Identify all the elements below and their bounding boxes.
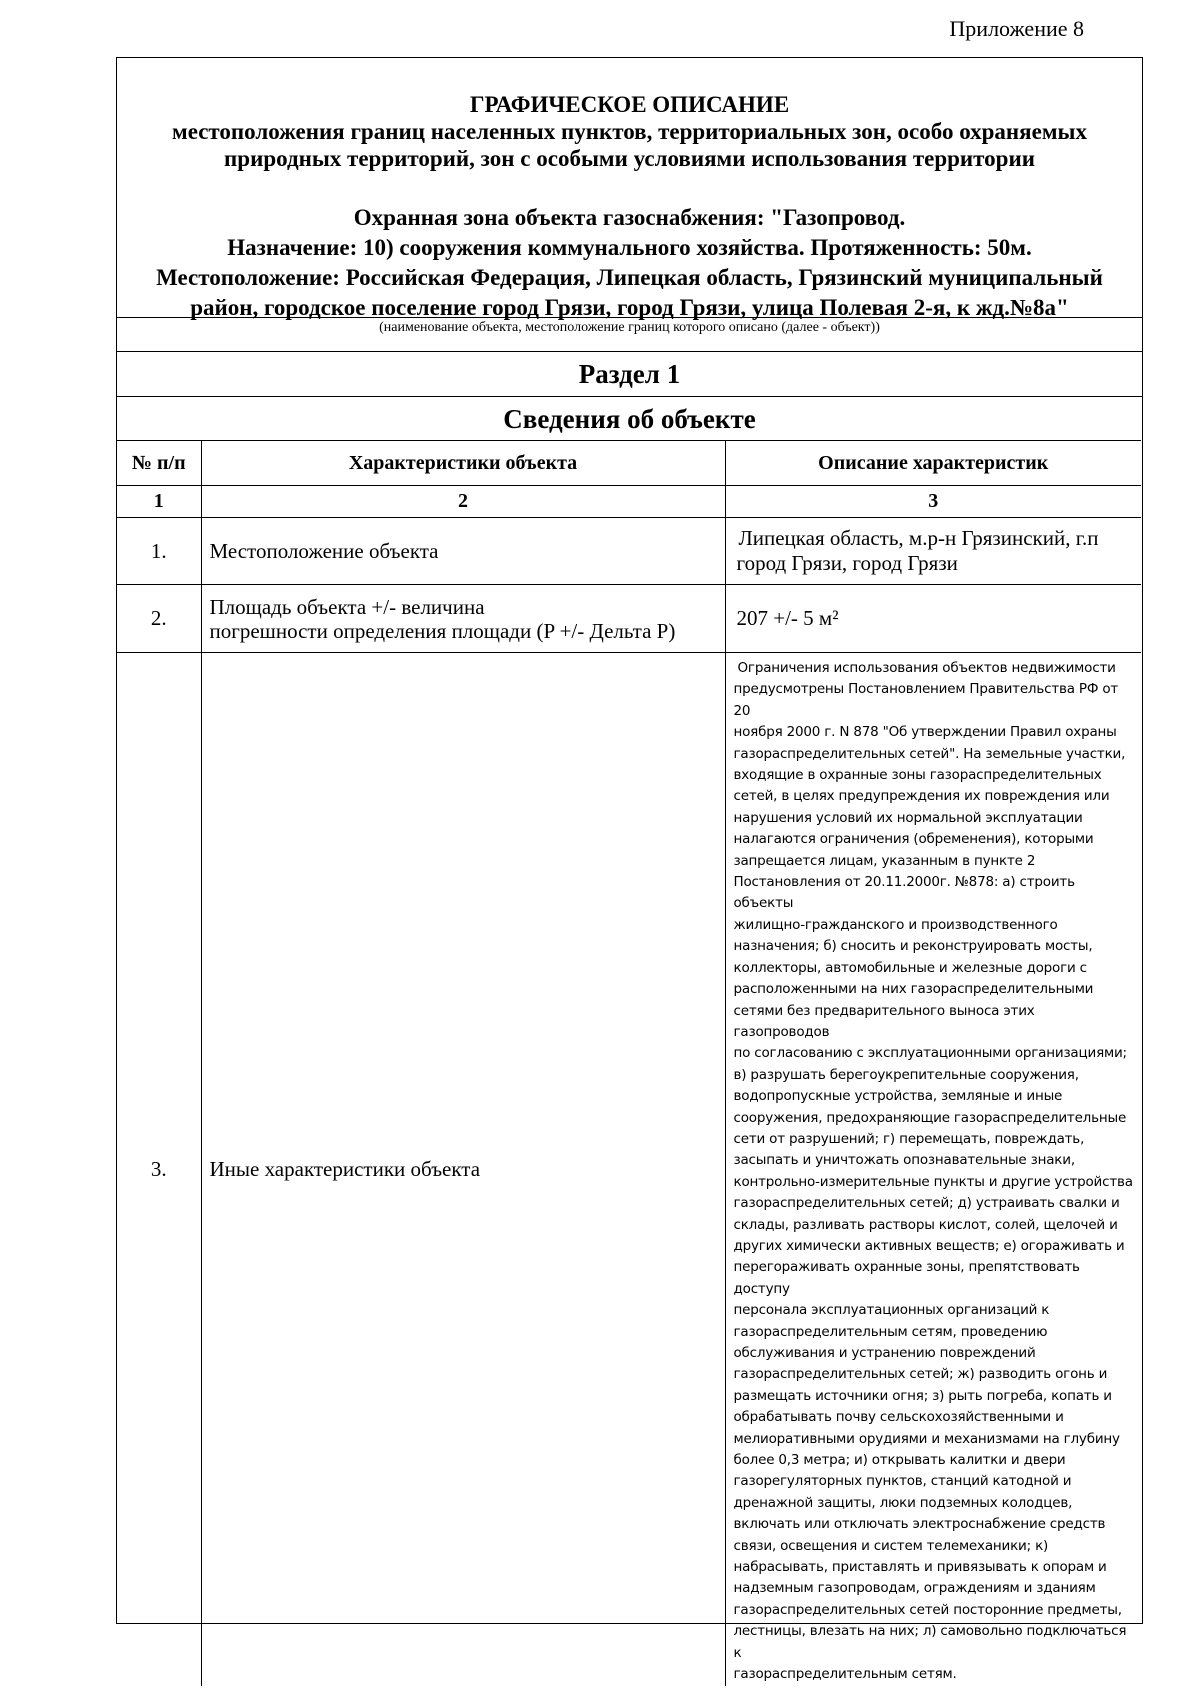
- object-caption: (наименование объекта, местоположение границ которого описано (далее - объект)): [379, 320, 880, 335]
- subtitle-line: природных территорий, зон с особыми условиями использования территории: [224, 146, 1035, 171]
- restriction-line: обслуживания и устранению повреждений: [733, 1345, 1036, 1361]
- restriction-line: ноября 2000 г. N 878 "Об утверждении Правил охраны: [733, 724, 1117, 741]
- column-number-row: [117, 486, 1141, 518]
- restriction-line: газорегуляторных пунктов, станций катодной и: [733, 1473, 1072, 1490]
- restriction-line: размещать источники огня; з) рыть погреба, копать и: [733, 1387, 1112, 1404]
- restriction-line: водопропускные устройства, земляные и иные: [733, 1088, 1063, 1105]
- restriction-line: сетями без предварительного выноса этих газопроводов: [733, 1002, 1035, 1040]
- restriction-line: сооружения, предохраняющие газораспределительные: [733, 1109, 1127, 1126]
- info-title: Сведения об объекте: [117, 396, 1142, 441]
- row-characteristic: Местоположение объекта: [201, 518, 725, 585]
- header-cell-characteristic: Характеристики объекта: [201, 441, 725, 486]
- restriction-line: набрасывать, приставлять и привязывать к опорам и: [733, 1559, 1107, 1576]
- row-number: 3.: [117, 653, 201, 1686]
- restriction-line: обрабатывать почву сельскохозяйственными и: [733, 1409, 1064, 1426]
- restriction-line: перегораживать охранные зоны, препятствовать доступу: [733, 1259, 1080, 1297]
- header-cell-description: Описание характеристик: [725, 441, 1141, 486]
- restriction-line: контрольно-измерительные пункты и другие устройства: [733, 1173, 1133, 1190]
- row-characteristic: [201, 585, 725, 653]
- appendix-label: Приложение 8: [949, 16, 1084, 41]
- header-cell-num: № п/п: [117, 441, 201, 486]
- value-line: Липецкая область, м.р-н Грязинский, г.п: [738, 526, 1099, 550]
- restriction-line: Ограничения использования объектов недвижимости: [737, 660, 1116, 676]
- restriction-line: газораспределительных сетей". На земельные участки,: [733, 745, 1126, 762]
- column-number: 2: [201, 486, 725, 518]
- restriction-line: склады, разливать растворы кислот, солей, щелочей и: [733, 1216, 1118, 1233]
- restriction-line: запрещается лицам, указанным в пункте 2: [733, 852, 1036, 869]
- restriction-line: газораспределительных сетей; ж) разводить огонь и: [733, 1366, 1108, 1383]
- restriction-line: Постановления от 20.11.2000г. №878: а) строить объекты: [733, 874, 1075, 912]
- restriction-line: газораспределительным сетям, проведению: [733, 1323, 1048, 1340]
- object-line: Назначение: 10) сооружения коммунального хозяйства. Протяженность: 50м.: [227, 235, 1032, 260]
- object-line: район, городское поселение город Грязи, город Грязи, улица Полевая 2-я, к жд.№8а": [190, 295, 1069, 320]
- restriction-line: других химически активных веществ; е) огораживать и: [733, 1237, 1125, 1254]
- column-number: 3: [725, 486, 1141, 518]
- restriction-line: дренажной защиты, люки подземных колодцев,: [733, 1494, 1073, 1511]
- characteristic-line: погрешности определения площади (P +/- Дельта P): [209, 618, 676, 643]
- row-value: [725, 518, 1141, 585]
- restriction-line: налагаются ограничения (обременения), которыми: [733, 831, 1094, 848]
- restriction-line: газораспределительных сетей посторонние предметы,: [733, 1601, 1122, 1618]
- restriction-line: назначения; б) сносить и реконструировать мосты,: [733, 938, 1093, 955]
- row-characteristic: Иные характеристики объекта: [201, 653, 725, 1686]
- row-value-restrictions: [725, 653, 1141, 1686]
- table-row: [117, 518, 1141, 585]
- restriction-line: в) разрушать берегоукрепительные сооружения,: [733, 1066, 1079, 1083]
- restriction-line: нарушения условий их нормальной эксплуатации: [733, 809, 1083, 826]
- table-row: [117, 585, 1141, 653]
- restriction-line: газораспределительных сетей; д) устраивать свалки и: [733, 1195, 1120, 1212]
- section-title: Раздел 1: [117, 351, 1142, 396]
- object-line: Местоположение: Российская Федерация, Липецкая область, Грязинский муниципальный: [156, 265, 1103, 290]
- row-number: 2.: [117, 585, 201, 653]
- value-line: город Грязи, город Грязи: [736, 551, 958, 575]
- characteristics-table: [117, 440, 1141, 1686]
- table-row: [117, 653, 1141, 1686]
- restriction-line: жилищно-гражданского и производственного: [733, 916, 1058, 933]
- restriction-line: сетей, в целях предупреждения их повреждения или: [733, 788, 1110, 805]
- restriction-line: сети от разрушений; г) перемещать, повреждать,: [733, 1130, 1085, 1147]
- restriction-line: более 0,3 метра; и) открывать калитки и двери: [733, 1452, 1066, 1469]
- restriction-line: газораспределительным сетям.: [733, 1666, 957, 1683]
- document-frame: [116, 57, 1143, 1683]
- restriction-line: коллекторы, автомобильные и железные дороги с: [733, 959, 1087, 976]
- restriction-line: мелиоративными орудиями и механизмами на глубину: [733, 1430, 1120, 1447]
- document-title: ГРАФИЧЕСКОЕ ОПИСАНИЕ: [469, 92, 790, 117]
- restriction-line: связи, освещения и систем телемеханики; к): [733, 1537, 1049, 1554]
- restriction-line: включать или отключать электроснабжение средств: [733, 1516, 1106, 1533]
- restriction-line: персонала эксплуатационных организаций к: [733, 1302, 1050, 1319]
- restriction-line: входящие в охранные зоны газораспределительных: [733, 767, 1102, 784]
- object-description: [117, 203, 1142, 323]
- column-number: 1: [117, 486, 201, 518]
- document-subtitle: [117, 118, 1142, 172]
- restriction-line: расположенными на них газораспределительными: [733, 981, 1094, 998]
- object-line: Охранная зона объекта газоснабжения: "Газопровод.: [353, 205, 906, 230]
- restriction-line: предусмотрены Постановлением Правительства РФ от 20: [733, 681, 1119, 719]
- restriction-line: надземным газопроводам, ограждениям и зданиям: [733, 1580, 1096, 1597]
- row-number: 1.: [117, 518, 201, 585]
- characteristic-line: Площадь объекта +/- величина: [209, 594, 485, 619]
- restriction-line: по согласованию с эксплуатационными организациями;: [733, 1045, 1127, 1062]
- row-value: 207 +/- 5 м²: [725, 585, 1141, 653]
- table-header-row: [117, 441, 1141, 486]
- restriction-line: лестницы, влезать на них; л) самовольно подключаться к: [733, 1623, 1127, 1661]
- restriction-text: [734, 658, 1134, 1686]
- subtitle-line: местоположения границ населенных пунктов, территориальных зон, особо охраняемых: [172, 119, 1087, 144]
- restriction-line: засыпать и уничтожать опознавательные знаки,: [733, 1152, 1075, 1169]
- caption-divider: [117, 317, 1142, 318]
